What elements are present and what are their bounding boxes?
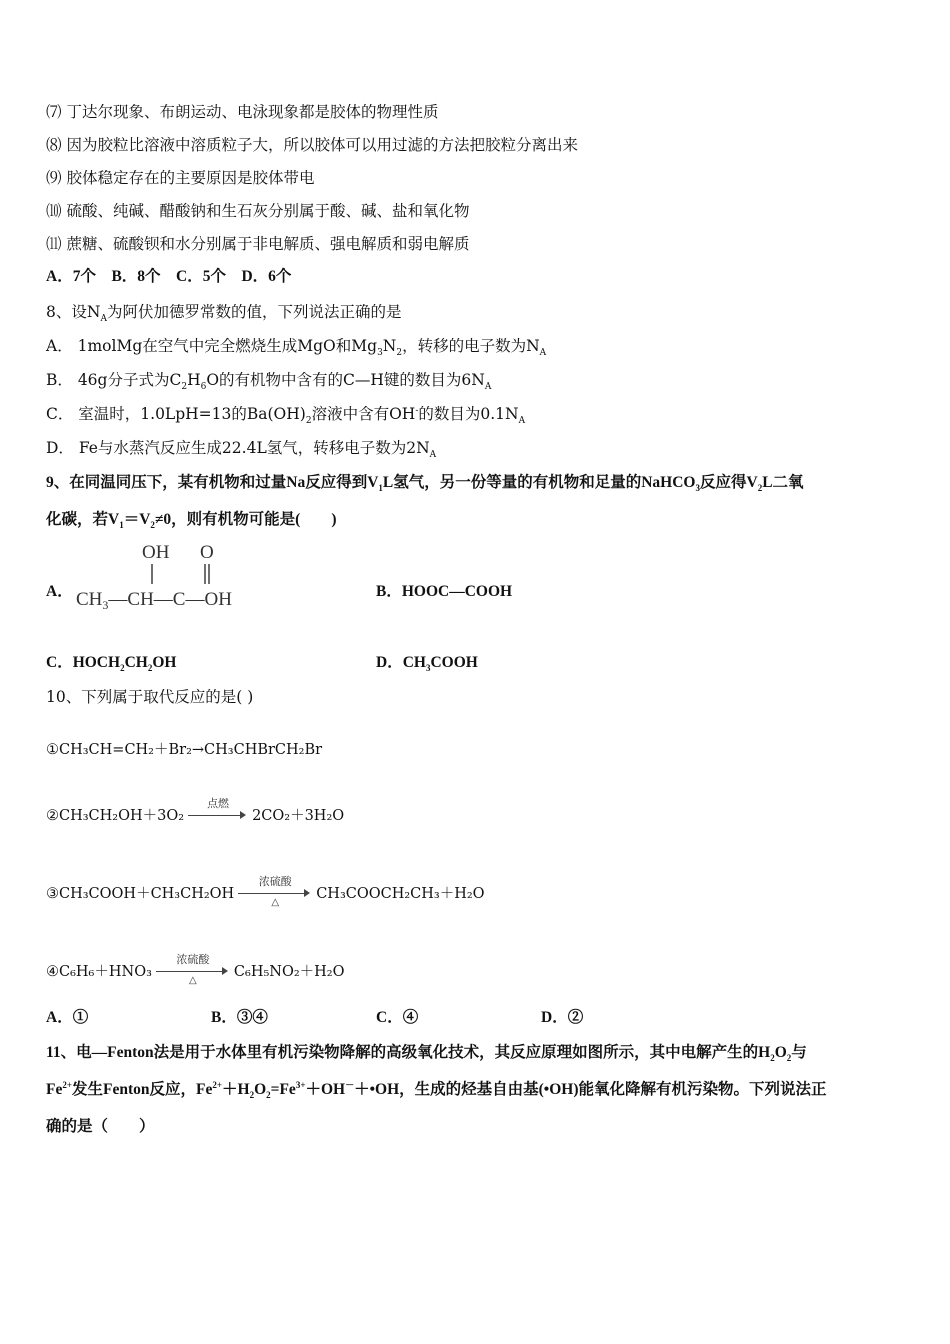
reaction-arrow: 浓硫酸 △ <box>238 887 312 901</box>
q9-option-d: D．$CH_3COOH$ <box>376 654 478 674</box>
q8-option-b: B． 46g分子式为$C_2H_6O$的有机物中含有的C—H键的数目为$6N_A$ <box>46 371 492 393</box>
q10-reaction-1: ①CH₃CH=CH₂＋Br₂→CH₃CHBrCH₂Br <box>46 742 323 758</box>
q9-option-a-label: A． <box>46 583 73 600</box>
q10-option-c: C．④ <box>376 1009 419 1026</box>
q8-stem: 8、设$N_A$为阿伏加德罗常数的值，下列说法正确的是 <box>46 303 402 325</box>
q8-option-a: A． 1molMg在空气中完全燃烧生成MgO和$Mg_3N_2$，转移的电子数为$N_A$ <box>46 337 547 359</box>
q9-stem-line1: 9、在同温同压下，某有机物和过量Na反应得到$V_1L$氢气，另一份等量的有机物和足量的NaHCO$_3$反应得$V_2L$二氧 <box>46 474 804 494</box>
q10-reaction-4: ④C₆H₆＋HNO₃ 浓硫酸 △ C₆H₅NO₂＋H₂O <box>46 953 345 986</box>
q11-stem-line3: 确的是（ ） <box>46 1118 155 1135</box>
statement-10: ⑽ 硫酸、纯碱、醋酸钠和生石灰分别属于酸、碱、盐和氧化物 <box>46 202 470 220</box>
q10-option-b: B．③④ <box>211 1009 268 1026</box>
q10-reaction-2: ②CH₃CH₂OH＋3O₂ 点燃 2CO₂＋3H₂O <box>46 797 345 824</box>
struct-o-label: O <box>200 542 214 563</box>
q7-options: A．7个 B．8个 C．5个 D．6个 <box>46 268 292 285</box>
reaction-arrow: 点燃 <box>188 809 248 823</box>
struct-oh-label: OH <box>142 542 170 563</box>
statement-8: ⑻ 因为胶粒比溶液中溶质粒子大，所以胶体可以用过滤的方法把胶粒分离出来 <box>46 136 578 154</box>
q9-option-b: B．HOOC—COOH <box>376 583 513 600</box>
q11-stem-line2: $Fe^{2+}$发生Fenton反应，$Fe^{2+}+H_2O_2=Fe^{3+}+OH^-+•OH$，生成的烃基自由基(•OH)能氧化降解有机污染物。下列说法正 <box>46 1079 827 1101</box>
reaction-arrow: 浓硫酸 △ <box>156 965 230 979</box>
lactic-acid-structure <box>72 538 282 614</box>
statement-9: ⑼ 胶体稳定存在的主要原因是胶体带电 <box>46 169 315 187</box>
q8-option-d: D． Fe与水蒸汽反应生成22.4L氢气，转移电子数为$2N_A$ <box>46 439 437 461</box>
q10-stem: 10、下列属于取代反应的是( ) <box>46 688 254 706</box>
q10-option-a: A．① <box>46 1009 89 1026</box>
statement-11: ⑾ 蔗糖、硫酸钡和水分别属于非电解质、强电解质和弱电解质 <box>46 235 470 253</box>
q8-option-c: C． 室温时，1.0LpH=13的$Ba(OH)_2$溶液中含有OH-的数目为$0.1N_A$ <box>46 405 526 427</box>
q10-reaction-3: ③CH₃COOH＋CH₃CH₂OH 浓硫酸 △ CH₃COOCH₂CH₃＋H₂O <box>46 875 485 908</box>
q9-option-c: C．$HOCH_2CH_2OH$ <box>46 654 177 674</box>
statement-7: ⑺ 丁达尔现象、布朗运动、电泳现象都是胶体的物理性质 <box>46 103 439 121</box>
struct-ch3-label: $CH_3—CH—C—OH$ <box>76 589 232 612</box>
q10-option-d: D．② <box>541 1009 584 1026</box>
q11-stem-line1: 11、电—Fenton法是用于水体里有机污染物降解的高级氧化技术，其反应原理如图所示，其中电解产生的$H_2O_2$与 <box>46 1044 807 1064</box>
q9-stem-line2: 化碳，若$V_1=V_2\ne 0$，则有机物可能是( ) <box>46 511 337 531</box>
